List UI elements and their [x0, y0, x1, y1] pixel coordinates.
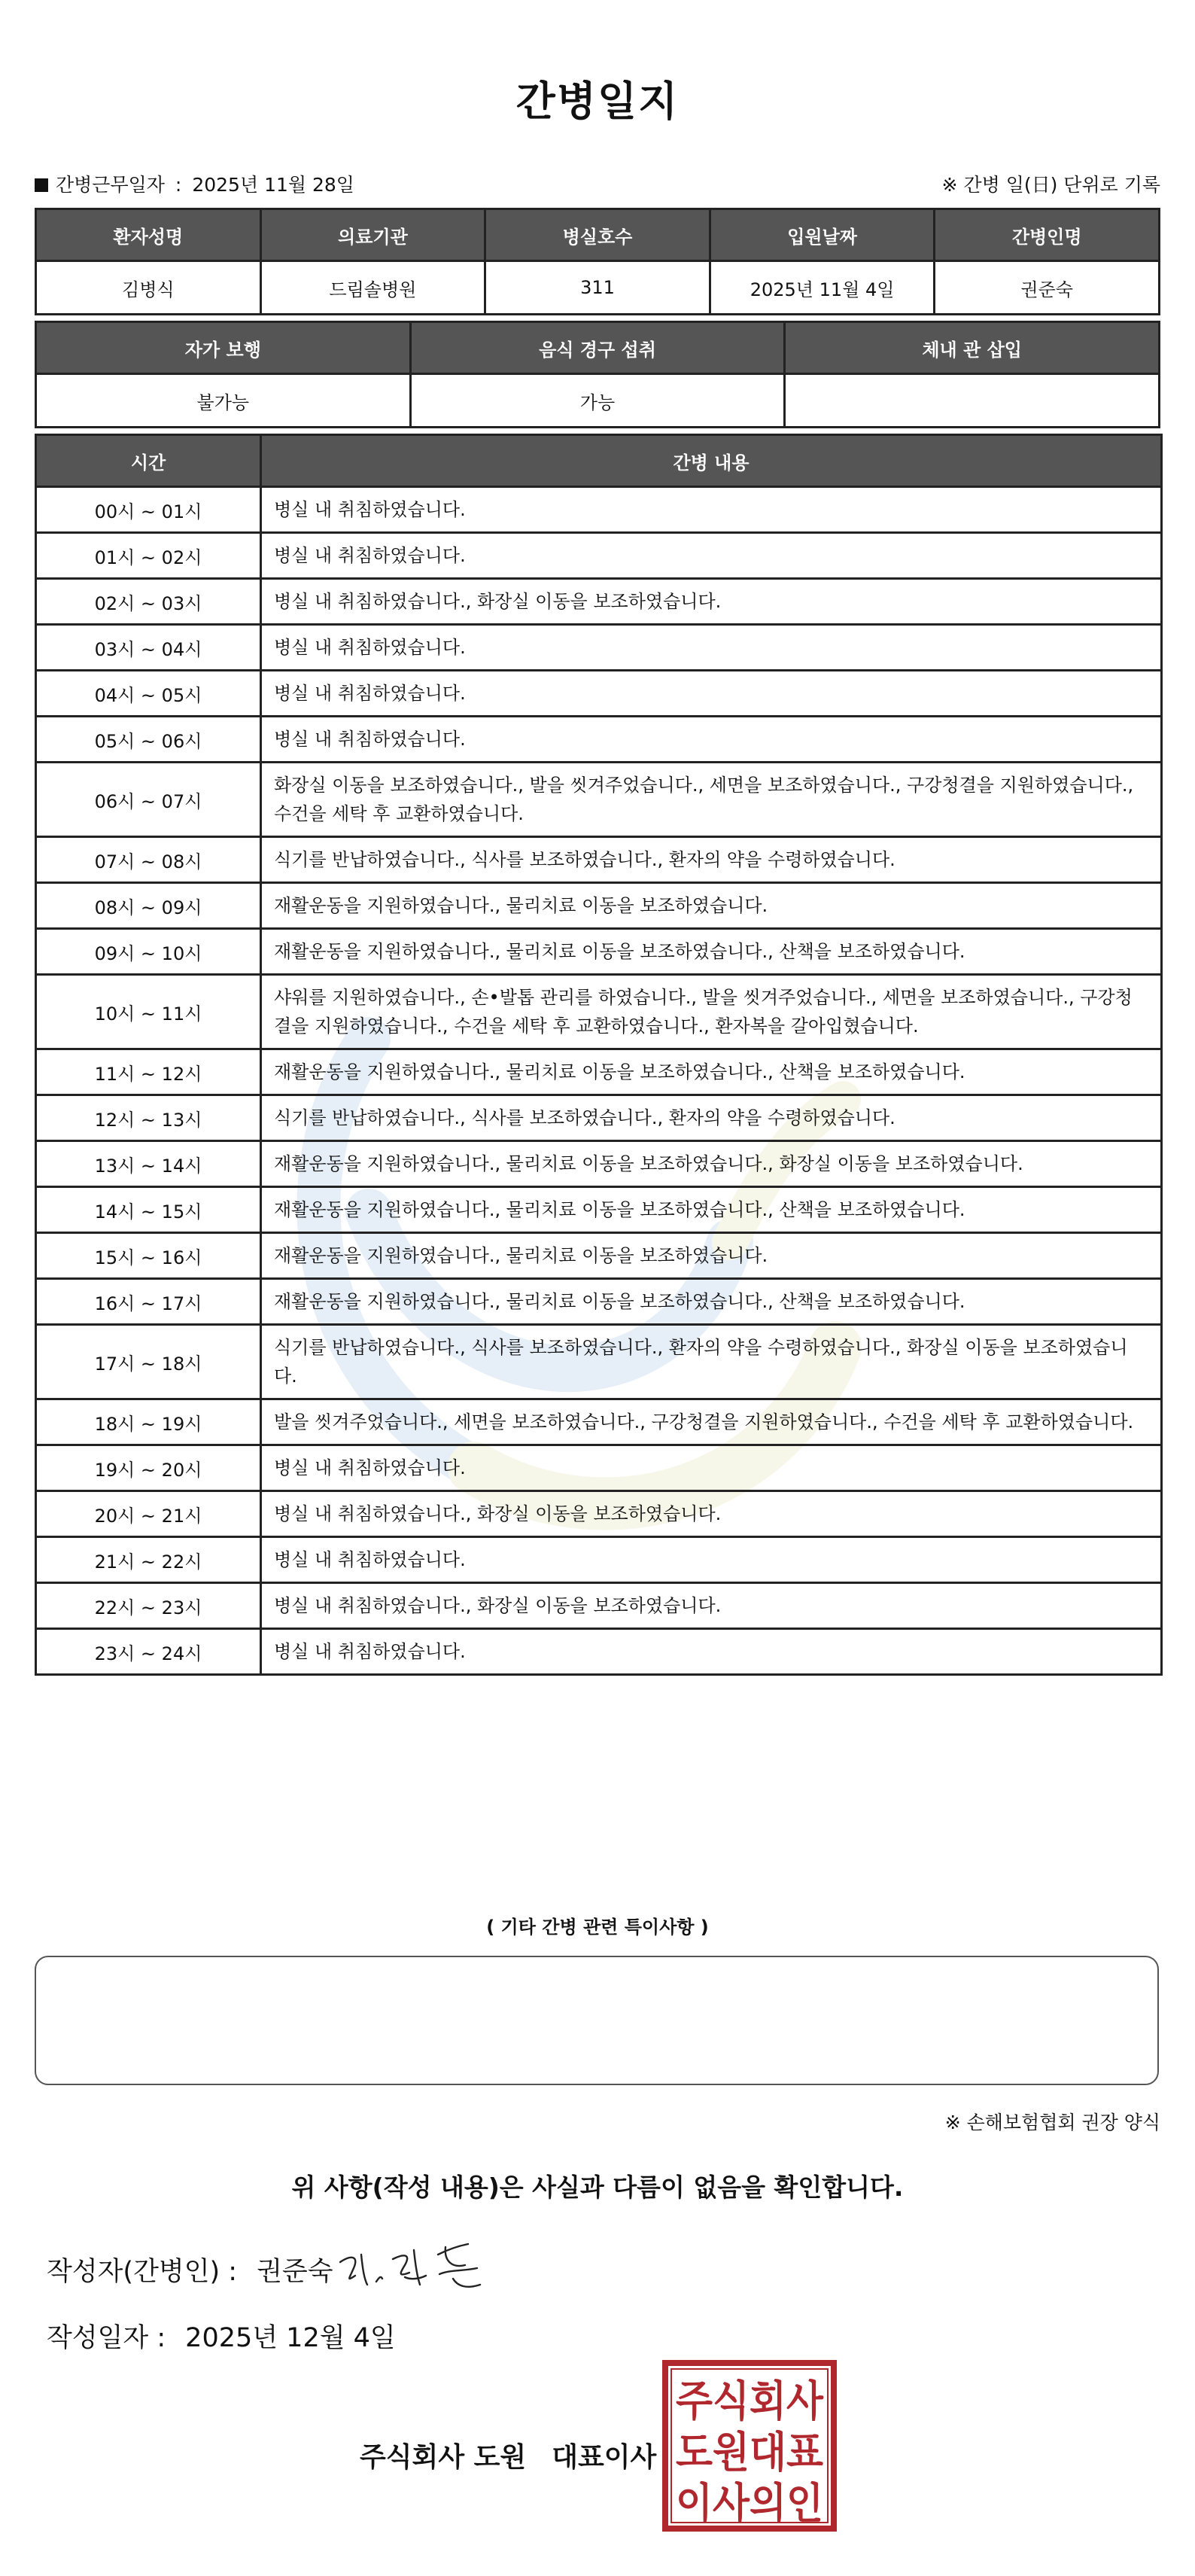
company-name: 주식회사 도원: [360, 2442, 527, 2473]
oral-intake-value: 가능: [410, 374, 785, 428]
care-log-time: 01시 ~ 02시: [36, 533, 261, 579]
care-log-row: [36, 1583, 1162, 1629]
header-room-number: 병실호수: [485, 209, 710, 261]
handwritten-signature-icon: [333, 2232, 491, 2300]
care-log-content: 화장실 이동을 보조하였습니다., 발을 씻겨주었습니다., 세면을 보조하였습니다., 구강청결을 지원하였습니다., 수건을 세탁 후 교환하였습니다.: [261, 763, 1162, 837]
care-log-content: 병실 내 취침하였습니다., 화장실 이동을 보조하였습니다.: [261, 579, 1162, 625]
care-log-content: 식기를 반납하였습니다., 식사를 보조하였습니다., 환자의 약을 수령하였습니다., 화장실 이동을 보조하였습니다.: [261, 1325, 1162, 1399]
care-log-row: [36, 1491, 1162, 1537]
care-log-row: [36, 1325, 1162, 1399]
header-oral-intake: 음식 경구 섭취: [410, 322, 785, 374]
svg-text:도원대표: 도원대표: [676, 2428, 823, 2477]
care-log-content: 병실 내 취침하였습니다.: [261, 487, 1162, 533]
header-caregiver-name: 간병인명: [935, 209, 1160, 261]
care-log-table: [35, 434, 1163, 1676]
care-log-row: [36, 1233, 1162, 1279]
care-log-time: 08시 ~ 09시: [36, 883, 261, 929]
care-log-content: 병실 내 취침하였습니다.: [261, 625, 1162, 671]
form-note: ※ 손해보험협회 권장 양식: [944, 2112, 1160, 2133]
care-log-time: 17시 ~ 18시: [36, 1325, 261, 1399]
care-log-row: [36, 625, 1162, 671]
care-log-time: 00시 ~ 01시: [36, 487, 261, 533]
care-log-row: [36, 1445, 1162, 1491]
header-time: 시간: [36, 435, 261, 487]
care-log-time: 11시 ~ 12시: [36, 1049, 261, 1095]
care-log-time: 21시 ~ 22시: [36, 1537, 261, 1583]
care-log-content: 병실 내 취침하였습니다.: [261, 671, 1162, 717]
patient-info-value-row: [36, 261, 1160, 315]
care-log-time: 05시 ~ 06시: [36, 717, 261, 763]
written-date-value: 2025년 12월 4일: [185, 2323, 396, 2353]
care-log-content: 재활운동을 지원하였습니다., 물리치료 이동을 보조하였습니다., 산책을 보조하였습니다.: [261, 929, 1162, 975]
svg-text:이사의인: 이사의인: [676, 2480, 823, 2529]
care-log-content: 재활운동을 지원하였습니다., 물리치료 이동을 보조하였습니다.: [261, 1233, 1162, 1279]
care-log-time: 09시 ~ 10시: [36, 929, 261, 975]
care-log-row: [36, 1095, 1162, 1141]
care-log-time: 22시 ~ 23시: [36, 1583, 261, 1629]
duty-date: 간병근무일자 : 2025년 11월 28일: [35, 170, 354, 197]
care-log-content: 식기를 반납하였습니다., 식사를 보조하였습니다., 환자의 약을 수령하였습니다.: [261, 1095, 1162, 1141]
care-log-header-row: [36, 435, 1162, 487]
care-log-time: 13시 ~ 14시: [36, 1141, 261, 1187]
care-log-content: 식기를 반납하였습니다., 식사를 보조하였습니다., 환자의 약을 수령하였습니다.: [261, 837, 1162, 883]
care-log-time: 02시 ~ 03시: [36, 579, 261, 625]
care-log-row: [36, 929, 1162, 975]
patient-status-table: [35, 321, 1160, 428]
care-log-row: [36, 1537, 1162, 1583]
care-log-row: [36, 671, 1162, 717]
care-log-row: [36, 883, 1162, 929]
self-walking-value: 불가능: [36, 374, 411, 428]
care-log-time: 23시 ~ 24시: [36, 1629, 261, 1675]
care-log-time: 04시 ~ 05시: [36, 671, 261, 717]
care-log-row: [36, 1629, 1162, 1675]
care-log-time: 19시 ~ 20시: [36, 1445, 261, 1491]
care-log-content: 병실 내 취침하였습니다.: [261, 1445, 1162, 1491]
care-log-time: 07시 ~ 08시: [36, 837, 261, 883]
header-hospital: 의료기관: [260, 209, 485, 261]
care-log-time: 15시 ~ 16시: [36, 1233, 261, 1279]
care-log-row: [36, 717, 1162, 763]
header-self-walking: 자가 보행: [36, 322, 411, 374]
patient-info-header-row: [36, 209, 1160, 261]
care-log-time: 06시 ~ 07시: [36, 763, 261, 837]
tube-insertion-value: [785, 374, 1160, 428]
care-log-row: [36, 1049, 1162, 1095]
special-notes-box: [35, 1956, 1159, 2085]
company-seal-icon: [661, 2358, 838, 2533]
header-care-content: 간병 내용: [261, 435, 1162, 487]
care-log-content: 재활운동을 지원하였습니다., 물리치료 이동을 보조하였습니다., 산책을 보조하였습니다.: [261, 1049, 1162, 1095]
care-log-content: 병실 내 취침하였습니다.: [261, 1537, 1162, 1583]
svg-text:주식회사: 주식회사: [676, 2377, 824, 2426]
care-log-row: [36, 1399, 1162, 1445]
writer-line: [47, 2251, 333, 2288]
care-log-content: 병실 내 취침하였습니다.: [261, 533, 1162, 579]
care-log-time: 14시 ~ 15시: [36, 1187, 261, 1233]
care-log-content: 병실 내 취침하였습니다., 화장실 이동을 보조하였습니다.: [261, 1491, 1162, 1537]
header-admission-date: 입원날짜: [710, 209, 935, 261]
care-log-row: [36, 579, 1162, 625]
care-log-time: 12시 ~ 13시: [36, 1095, 261, 1141]
header-patient-name: 환자성명: [36, 209, 261, 261]
care-log-body: [36, 487, 1162, 1675]
care-log-row: [36, 487, 1162, 533]
written-date-label: 작성일자 :: [47, 2323, 166, 2353]
care-log-content: 재활운동을 지원하였습니다., 물리치료 이동을 보조하였습니다., 산책을 보조하였습니다.: [261, 1187, 1162, 1233]
writer-label: 작성자(간병인) :: [47, 2257, 238, 2287]
care-log-row: [36, 533, 1162, 579]
confirm-statement: 위 사항(작성 내용)은 사실과 다름이 없음을 확인합니다.: [291, 2173, 904, 2202]
caregiver-name: 권준숙: [935, 261, 1160, 315]
care-log-content: 재활운동을 지원하였습니다., 물리치료 이동을 보조하였습니다.: [261, 883, 1162, 929]
care-log-time: 16시 ~ 17시: [36, 1279, 261, 1325]
room-number: 311: [485, 261, 710, 315]
care-log-row: [36, 975, 1162, 1049]
written-date-line: [47, 2317, 396, 2355]
status-value-row: [36, 374, 1160, 428]
header-tube-insertion: 체내 관 삽입: [785, 322, 1160, 374]
care-log-content: 병실 내 취침하였습니다.: [261, 1629, 1162, 1675]
care-log-time: 10시 ~ 11시: [36, 975, 261, 1049]
care-log-row: [36, 1141, 1162, 1187]
special-notes-label: ( 기타 간병 관련 특이사항 ): [486, 1917, 709, 1938]
duty-date-value: 2025년 11월 28일: [192, 174, 354, 196]
admission-date: 2025년 11월 4일: [710, 261, 935, 315]
care-log-row: [36, 763, 1162, 837]
care-log-content: 병실 내 취침하였습니다., 화장실 이동을 보조하였습니다.: [261, 1583, 1162, 1629]
care-log-time: 18시 ~ 19시: [36, 1399, 261, 1445]
square-bullet-icon: [35, 178, 48, 192]
unit-note: ※ 간병 일(日) 단위로 기록: [941, 174, 1160, 196]
care-log-content: 샤워를 지원하였습니다., 손•발톱 관리를 하였습니다., 발을 씻겨주었습니다., 세면을 보조하였습니다., 구강청결을 지원하였습니다., 수건을 세탁 후 교환하였습니다., 환자복을 갈아입혔습니다.: [261, 975, 1162, 1049]
ceo-label: 대표이사: [552, 2442, 657, 2473]
patient-name: 김병식: [36, 261, 261, 315]
patient-info-table: [35, 208, 1160, 315]
care-log-content: 병실 내 취침하였습니다.: [261, 717, 1162, 763]
document-title: 간병일지: [515, 78, 680, 125]
company-line: [360, 2436, 656, 2474]
care-log-content: 발을 씻겨주었습니다., 세면을 보조하였습니다., 구강청결을 지원하였습니다., 수건을 세탁 후 교환하였습니다.: [261, 1399, 1162, 1445]
care-log-content: 재활운동을 지원하였습니다., 물리치료 이동을 보조하였습니다., 산책을 보조하였습니다.: [261, 1279, 1162, 1325]
duty-date-label: 간병근무일자: [56, 174, 165, 196]
care-log-row: [36, 837, 1162, 883]
care-log-content: 재활운동을 지원하였습니다., 물리치료 이동을 보조하였습니다., 화장실 이동을 보조하였습니다.: [261, 1141, 1162, 1187]
status-header-row: [36, 322, 1160, 374]
writer-name: 권준숙: [257, 2257, 333, 2287]
care-log-time: 03시 ~ 04시: [36, 625, 261, 671]
care-log-row: [36, 1187, 1162, 1233]
care-log-time: 20시 ~ 21시: [36, 1491, 261, 1537]
hospital-name: 드림솔병원: [260, 261, 485, 315]
care-log-row: [36, 1279, 1162, 1325]
